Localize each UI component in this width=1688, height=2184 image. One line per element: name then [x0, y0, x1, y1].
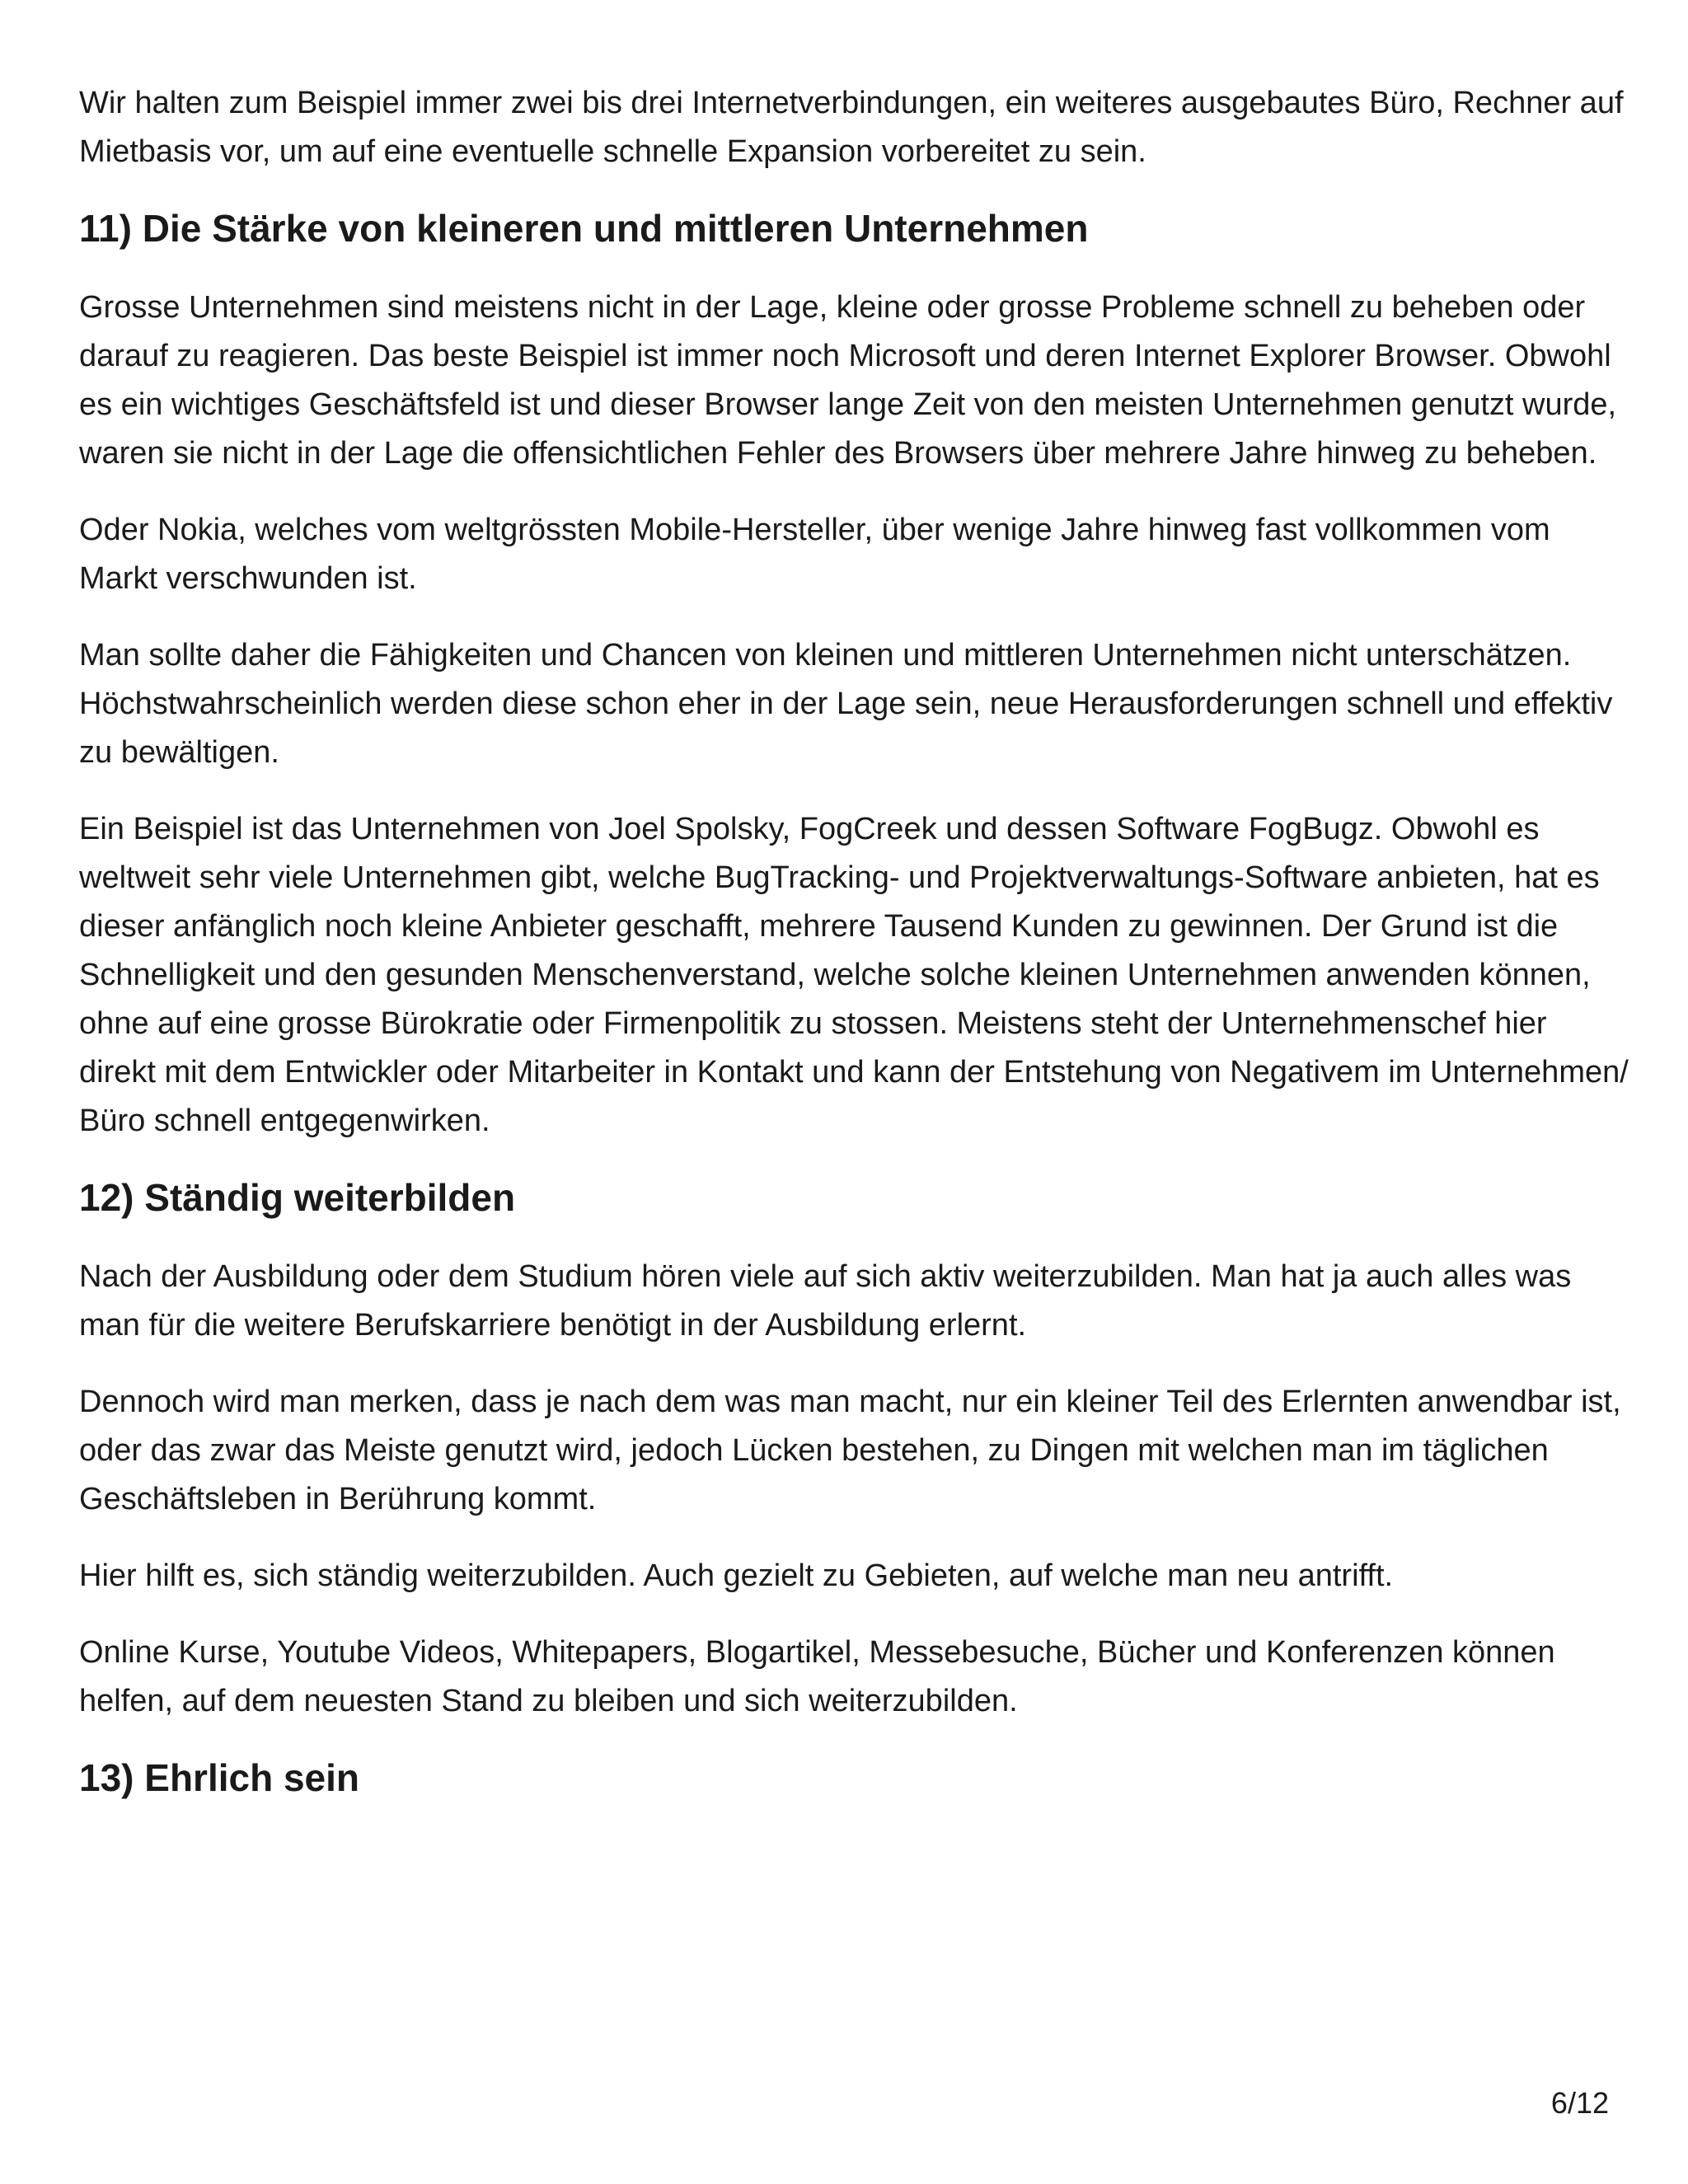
section-heading-12: 12) Ständig weiterbilden: [79, 1176, 516, 1219]
paragraph-sme-chances: Man sollte daher die Fähigkeiten und Chancen von kleinen und mittleren Unternehmen nicht unterschätzen. Höchstwahrscheinlich werden diese schon eher in der Lage sein, neue Herausforderungen schnell und effektiv zu bewältigen.: [79, 638, 1613, 770]
paragraph-learning-sources: Online Kurse, Youtube Videos, Whitepapers, Blogartikel, Messebesuche, Bücher und Konferenzen können helfen, auf dem neuesten Stand zu bleiben und sich weiterzubilden.: [79, 1635, 1555, 1718]
section-heading-13: 13) Ehrlich sein: [79, 1756, 360, 1799]
paragraph-keep-learning: Hier hilft es, sich ständig weiterzubilden. Auch gezielt zu Gebieten, auf welche man neu antrifft.: [79, 1558, 1394, 1593]
paragraph-nokia: Oder Nokia, welches vom weltgrössten Mobile-Hersteller, über wenige Jahre hinweg fast vollkommen vom Markt verschwunden ist.: [79, 513, 1550, 596]
page-number: 6/12: [1550, 2086, 1609, 2120]
paragraph-after-education: Nach der Ausbildung oder dem Studium hören viele auf sich aktiv weiterzubilden. Man hat ja auch alles was man für die weitere Berufskarriere benötigt in der Ausbildung erlernt.: [79, 1259, 1572, 1343]
paragraph-fogcreek-example: Ein Beispiel ist das Unternehmen von Joel Spolsky, FogCreek und dessen Software FogBugz. Obwohl es weltweit sehr viele Unternehmen gibt, welche BugTracking- und Projektverwaltungs-Software anbieten, hat es dieser anfänglich noch kleine Anbieter geschafft, mehrere Tausend Kunden zu gewinnen. Der Grund ist die Schnelligkeit und den gesunden Menschenverstand, welche solche kleinen Unternehmen anwenden können, ohne auf eine grosse Bürokratie oder Firmenpolitik zu stossen. Meistens steht der Unternehmenschef hier direkt mit dem Entwickler oder Mitarbeiter in Kontakt und kann der Entstehung von Negativem im Unternehmen/ Büro schnell entgegenwirken.: [79, 812, 1629, 1138]
document-body: [79, 79, 1629, 1833]
paragraph-gaps: Dennoch wird man merken, dass je nach dem was man macht, nur ein kleiner Teil des Erlernten anwendbar ist, oder das zwar das Meiste genutzt wird, jedoch Lücken bestehen, zu Dingen mit welchen man im täglichen Geschäftsleben in Berührung kommt.: [79, 1385, 1621, 1516]
paragraph-large-companies: Grosse Unternehmen sind meistens nicht in der Lage, kleine oder grosse Probleme schnell zu beheben oder darauf zu reagieren. Das beste Beispiel ist immer noch Microsoft und deren Internet Explorer Browser. Obwohl es ein wichtiges Geschäftsfeld ist und dieser Browser lange Zeit von den meisten Unternehmen genutzt wurde, waren sie nicht in der Lage die offensichtlichen Fehler des Browsers über mehrere Jahre hinweg zu beheben.: [79, 290, 1617, 471]
paragraph-intro: Wir halten zum Beispiel immer zwei bis drei Internetverbindungen, ein weiteres ausgebautes Büro, Rechner auf Mietbasis vor, um auf eine eventuelle schnelle Expansion vorbereitet zu sein.: [79, 86, 1624, 169]
section-heading-11: 11) Die Stärke von kleineren und mittleren Unternehmen: [79, 207, 1089, 250]
